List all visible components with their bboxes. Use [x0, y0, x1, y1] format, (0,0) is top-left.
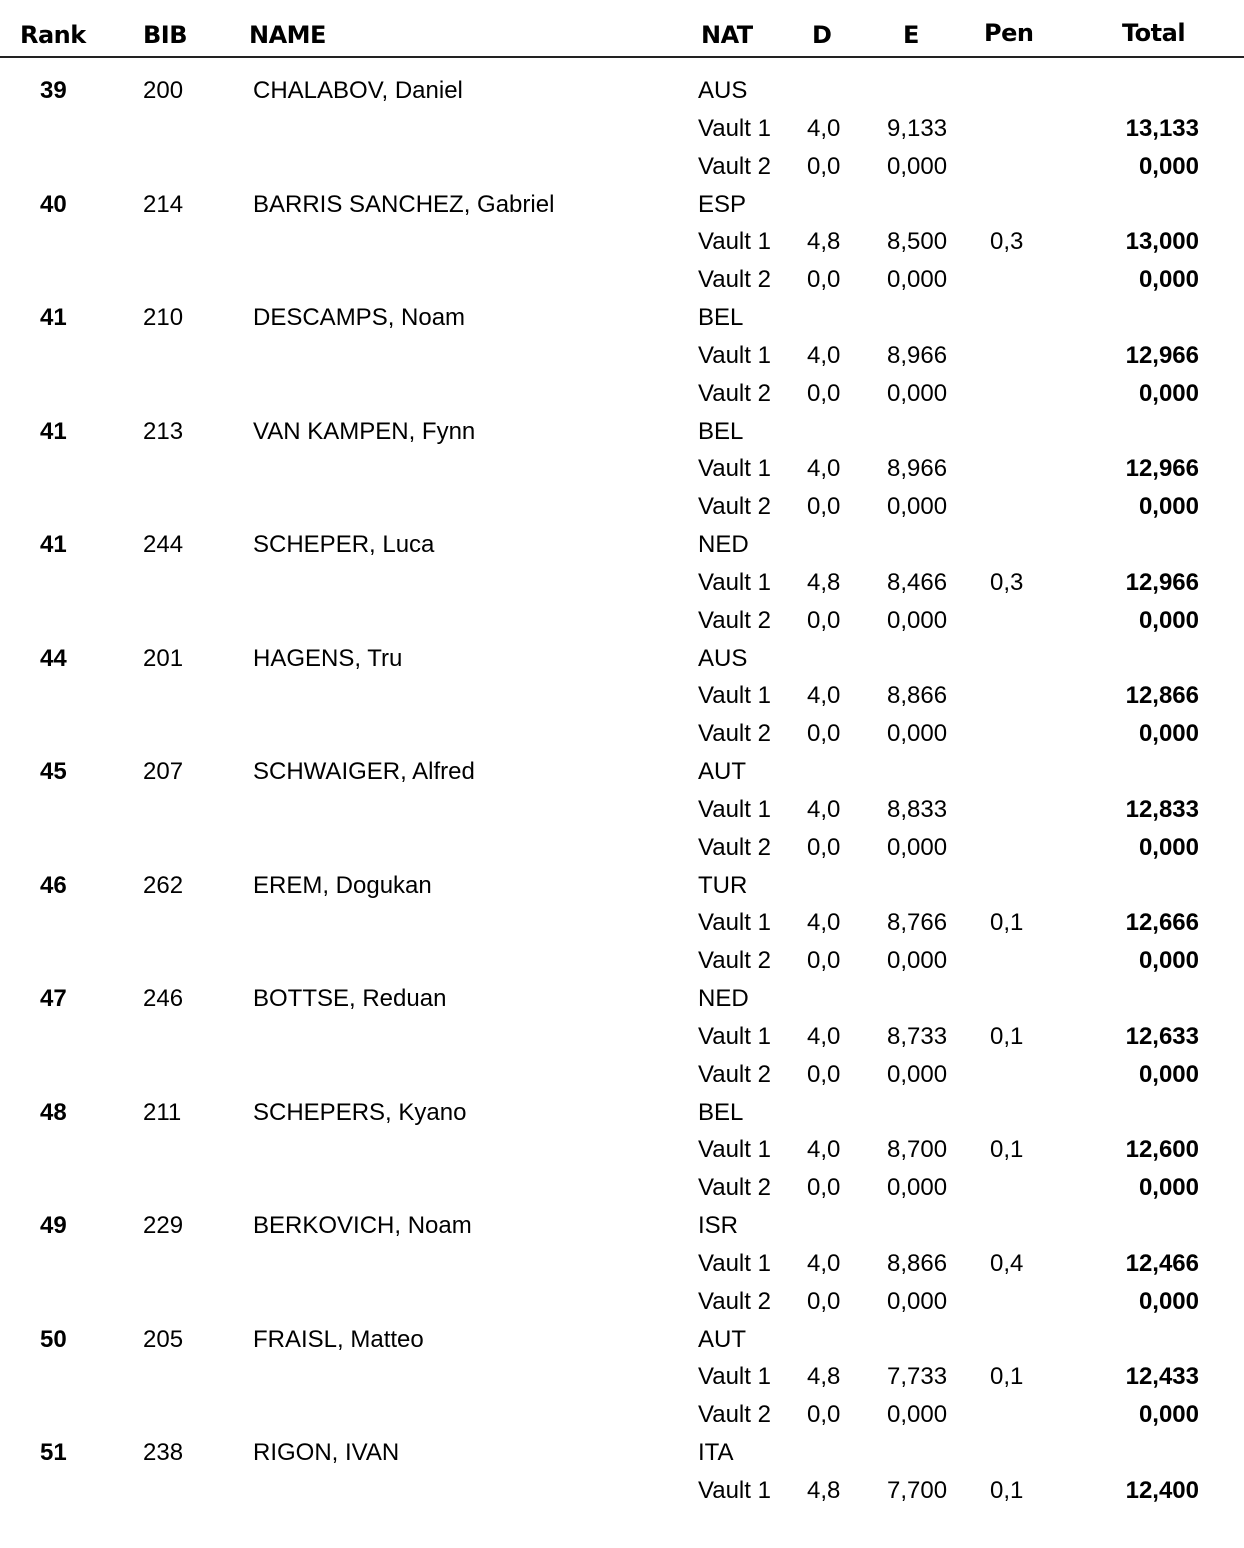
total-score-cell: 0,000 — [1138, 720, 1199, 748]
nat-cell: AUT — [698, 758, 746, 785]
rank-cell: 48 — [40, 1098, 67, 1126]
e-score-cell: 8,766 — [887, 909, 948, 937]
total-score-cell: 0,000 — [1138, 606, 1199, 634]
d-score-cell: 4,8 — [807, 1476, 841, 1504]
bib-cell: 214 — [143, 190, 184, 218]
rank-cell: 47 — [40, 985, 67, 1012]
bib-cell: 246 — [143, 985, 184, 1012]
vault-label: Vault 2 — [698, 1174, 771, 1202]
vault-score-line — [0, 261, 1244, 299]
vault-label: Vault 2 — [698, 1287, 771, 1315]
athlete-info-line — [0, 526, 1244, 564]
header-penalty: Pen — [984, 19, 1034, 47]
penalty-cell: 0,4 — [990, 1249, 1024, 1277]
total-score-cell: 0,000 — [1138, 1287, 1199, 1315]
athlete-row — [0, 1094, 1244, 1208]
d-score-cell: 0,0 — [807, 947, 841, 975]
rank-cell: 41 — [40, 417, 67, 445]
total-score-cell: 12,466 — [1125, 1249, 1199, 1277]
vault-score-line — [0, 375, 1244, 413]
athlete-info-line — [0, 1434, 1244, 1472]
e-score-cell: 0,000 — [887, 947, 948, 975]
name-cell: EREM, Dogukan — [253, 871, 432, 899]
e-score-cell: 0,000 — [887, 833, 948, 861]
nat-cell: ISR — [698, 1212, 739, 1239]
d-score-cell: 4,8 — [807, 568, 841, 596]
rank-cell: 51 — [40, 1439, 67, 1466]
total-score-cell: 0,000 — [1138, 1174, 1199, 1202]
e-score-cell: 8,866 — [887, 1249, 948, 1277]
athlete-info-line — [0, 186, 1244, 224]
name-cell: SCHEPER, Luca — [253, 531, 435, 558]
header-rank: Rank — [20, 21, 86, 49]
vault-score-line — [0, 829, 1244, 867]
rank-cell: 44 — [40, 644, 67, 672]
athlete-row — [0, 1434, 1244, 1548]
nat-cell: NED — [698, 531, 749, 558]
rank-cell: 50 — [40, 1325, 67, 1353]
rank-cell: 41 — [40, 531, 67, 558]
vault-score-line — [0, 1358, 1244, 1396]
total-score-cell: 13,000 — [1125, 228, 1199, 256]
vault-score-line — [0, 1396, 1244, 1434]
vault-score-line — [0, 223, 1244, 261]
vault-score-line — [0, 904, 1244, 942]
athlete-info-line — [0, 1207, 1244, 1245]
rank-cell: 39 — [40, 77, 67, 104]
name-cell: CHALABOV, Daniel — [253, 77, 463, 104]
header-e-score: E — [903, 21, 919, 49]
name-cell: BOTTSE, Reduan — [253, 985, 447, 1012]
bib-cell: 205 — [143, 1325, 184, 1353]
vault-label: Vault 1 — [698, 795, 771, 823]
e-score-cell: 0,000 — [887, 152, 948, 180]
bib-cell: 262 — [143, 871, 184, 899]
d-score-cell: 0,0 — [807, 379, 841, 407]
vault-label: Vault 2 — [698, 379, 771, 407]
nat-cell: TUR — [698, 871, 748, 899]
penalty-cell: 0,1 — [990, 1022, 1024, 1050]
bib-cell: 238 — [143, 1439, 184, 1466]
vault-label: Vault 2 — [698, 947, 771, 975]
e-score-cell: 0,000 — [887, 1174, 948, 1202]
vault-score-line — [0, 564, 1244, 602]
name-cell: VAN KAMPEN, Fynn — [253, 417, 476, 445]
penalty-cell: 0,1 — [990, 909, 1024, 937]
bib-cell: 210 — [143, 304, 184, 331]
bib-cell: 201 — [143, 644, 184, 672]
nat-cell: ESP — [698, 190, 747, 218]
total-score-cell: 0,000 — [1138, 947, 1199, 975]
athlete-info-line — [0, 299, 1244, 337]
total-score-cell: 12,666 — [1125, 909, 1199, 937]
vault-label: Vault 1 — [698, 114, 771, 142]
vault-score-line — [0, 715, 1244, 753]
penalty-cell: 0,1 — [990, 1476, 1024, 1504]
e-score-cell: 7,733 — [887, 1363, 948, 1391]
vault-label: Vault 1 — [698, 1249, 771, 1277]
name-cell: BERKOVICH, Noam — [253, 1212, 472, 1239]
d-score-cell: 4,0 — [807, 1136, 841, 1164]
e-score-cell: 9,133 — [887, 114, 948, 142]
vault-label: Vault 1 — [698, 1022, 771, 1050]
athlete-info-line — [0, 980, 1244, 1018]
name-cell: RIGON, IVAN — [253, 1439, 400, 1466]
vault-score-line — [0, 110, 1244, 148]
penalty-cell: 0,3 — [990, 228, 1024, 256]
name-cell: FRAISL, Matteo — [253, 1325, 424, 1353]
nat-cell: NED — [698, 985, 749, 1012]
d-score-cell: 4,0 — [807, 114, 841, 142]
total-score-cell: 12,966 — [1125, 341, 1199, 369]
nat-cell: ITA — [698, 1439, 734, 1466]
total-score-cell: 12,400 — [1125, 1476, 1199, 1504]
athlete-info-line — [0, 1094, 1244, 1132]
total-score-cell: 12,833 — [1125, 795, 1199, 823]
e-score-cell: 8,866 — [887, 682, 948, 710]
vault-label: Vault 1 — [698, 1136, 771, 1164]
header-d-score: D — [812, 21, 832, 49]
vault-score-line — [0, 488, 1244, 526]
vault-score-line — [0, 148, 1244, 186]
e-score-cell: 0,000 — [887, 720, 948, 748]
athlete-info-line — [0, 753, 1244, 791]
athlete-row — [0, 867, 1244, 981]
e-score-cell: 8,466 — [887, 568, 948, 596]
nat-cell: BEL — [698, 417, 744, 445]
total-score-cell: 0,000 — [1138, 152, 1199, 180]
bib-cell: 211 — [143, 1098, 182, 1126]
nat-cell: BEL — [698, 1098, 744, 1126]
total-score-cell: 12,966 — [1125, 455, 1199, 483]
d-score-cell: 4,8 — [807, 228, 841, 256]
d-score-cell: 0,0 — [807, 833, 841, 861]
bib-cell: 229 — [143, 1212, 184, 1239]
rank-cell: 46 — [40, 871, 67, 899]
vault-score-line — [0, 337, 1244, 375]
vault-label: Vault 2 — [698, 720, 771, 748]
total-score-cell: 12,866 — [1125, 682, 1199, 710]
vault-score-line — [0, 942, 1244, 980]
athlete-row — [0, 72, 1244, 186]
name-cell: SCHEPERS, Kyano — [253, 1098, 467, 1126]
bib-cell: 207 — [143, 758, 184, 785]
d-score-cell: 4,0 — [807, 455, 841, 483]
d-score-cell: 4,0 — [807, 341, 841, 369]
athlete-row — [0, 1321, 1244, 1435]
vault-label: Vault 1 — [698, 341, 771, 369]
vault-label: Vault 2 — [698, 152, 771, 180]
total-score-cell: 0,000 — [1138, 1401, 1199, 1429]
d-score-cell: 4,0 — [807, 795, 841, 823]
e-score-cell: 8,733 — [887, 1022, 948, 1050]
penalty-cell: 0,3 — [990, 568, 1024, 596]
rank-cell: 40 — [40, 190, 67, 218]
vault-label: Vault 1 — [698, 455, 771, 483]
d-score-cell: 4,0 — [807, 1249, 841, 1277]
vault-score-line — [0, 1056, 1244, 1094]
athlete-row — [0, 753, 1244, 867]
header-bib: BIB — [143, 21, 188, 49]
e-score-cell: 8,700 — [887, 1136, 948, 1164]
penalty-cell: 0,1 — [990, 1136, 1024, 1164]
vault-label: Vault 1 — [698, 909, 771, 937]
header-nat: NAT — [701, 21, 753, 49]
vault-score-line — [0, 1131, 1244, 1169]
nat-cell: BEL — [698, 304, 744, 331]
athlete-row — [0, 299, 1244, 413]
bib-cell: 244 — [143, 531, 184, 558]
d-score-cell: 0,0 — [807, 1287, 841, 1315]
d-score-cell: 0,0 — [807, 720, 841, 748]
total-score-cell: 12,433 — [1125, 1363, 1199, 1391]
vault-score-line — [0, 791, 1244, 829]
total-score-cell: 0,000 — [1138, 379, 1199, 407]
vault-score-line — [0, 1472, 1244, 1510]
total-score-cell: 0,000 — [1138, 833, 1199, 861]
bib-cell: 213 — [143, 417, 184, 445]
name-cell: HAGENS, Tru — [253, 644, 403, 672]
vault-score-line — [0, 1169, 1244, 1207]
athlete-row — [0, 1207, 1244, 1321]
vault-score-line — [0, 602, 1244, 640]
d-score-cell: 0,0 — [807, 152, 841, 180]
total-score-cell: 0,000 — [1138, 266, 1199, 294]
d-score-cell: 4,0 — [807, 1022, 841, 1050]
e-score-cell: 0,000 — [887, 606, 948, 634]
header-name: NAME — [249, 21, 326, 49]
athlete-info-line — [0, 72, 1244, 110]
e-score-cell: 0,000 — [887, 379, 948, 407]
e-score-cell: 0,000 — [887, 1060, 948, 1088]
athlete-row — [0, 526, 1244, 640]
total-score-cell: 12,966 — [1125, 568, 1199, 596]
athlete-row — [0, 413, 1244, 527]
nat-cell: AUS — [698, 77, 748, 104]
rank-cell: 45 — [40, 758, 67, 785]
total-score-cell: 0,000 — [1138, 1060, 1199, 1088]
vault-label: Vault 2 — [698, 493, 771, 521]
e-score-cell: 7,700 — [887, 1476, 948, 1504]
athlete-row — [0, 640, 1244, 754]
nat-cell: AUT — [698, 1325, 746, 1353]
total-score-cell: 12,600 — [1125, 1136, 1199, 1164]
name-cell: SCHWAIGER, Alfred — [253, 758, 475, 785]
vault-score-line — [0, 677, 1244, 715]
total-score-cell: 13,133 — [1125, 114, 1199, 142]
vault-label: Vault 2 — [698, 833, 771, 861]
vault-label: Vault 1 — [698, 228, 771, 256]
vault-score-line — [0, 1018, 1244, 1056]
athlete-row — [0, 980, 1244, 1094]
d-score-cell: 4,0 — [807, 682, 841, 710]
vault-label: Vault 2 — [698, 606, 771, 634]
nat-cell: AUS — [698, 644, 748, 672]
e-score-cell: 0,000 — [887, 1401, 948, 1429]
e-score-cell: 0,000 — [887, 266, 948, 294]
vault-score-line — [0, 450, 1244, 488]
vault-label: Vault 1 — [698, 682, 771, 710]
e-score-cell: 8,966 — [887, 455, 948, 483]
vault-score-line — [0, 1283, 1244, 1321]
rank-cell: 41 — [40, 304, 67, 331]
d-score-cell: 0,0 — [807, 1401, 841, 1429]
penalty-cell: 0,1 — [990, 1363, 1024, 1391]
athlete-info-line — [0, 413, 1244, 451]
athlete-row — [0, 186, 1244, 300]
vault-label: Vault 1 — [698, 1363, 771, 1391]
total-score-cell: 0,000 — [1138, 493, 1199, 521]
vault-label: Vault 2 — [698, 266, 771, 294]
bib-cell: 200 — [143, 77, 184, 104]
results-table-header — [0, 0, 1244, 58]
d-score-cell: 0,0 — [807, 606, 841, 634]
results-table-body — [0, 72, 1244, 1548]
e-score-cell: 8,500 — [887, 228, 948, 256]
header-total: Total — [1122, 19, 1186, 47]
d-score-cell: 4,0 — [807, 909, 841, 937]
athlete-info-line — [0, 1321, 1244, 1359]
name-cell: DESCAMPS, Noam — [253, 304, 466, 331]
name-cell: BARRIS SANCHEZ, Gabriel — [253, 190, 555, 218]
d-score-cell: 4,8 — [807, 1363, 841, 1391]
d-score-cell: 0,0 — [807, 266, 841, 294]
d-score-cell: 0,0 — [807, 1174, 841, 1202]
rank-cell: 49 — [40, 1212, 67, 1239]
e-score-cell: 0,000 — [887, 493, 948, 521]
vault-label: Vault 1 — [698, 568, 771, 596]
e-score-cell: 0,000 — [887, 1287, 948, 1315]
e-score-cell: 8,966 — [887, 341, 948, 369]
vault-label: Vault 2 — [698, 1401, 771, 1429]
vault-score-line — [0, 1245, 1244, 1283]
athlete-info-line — [0, 867, 1244, 905]
athlete-info-line — [0, 640, 1244, 678]
total-score-cell: 12,633 — [1125, 1022, 1199, 1050]
d-score-cell: 0,0 — [807, 1060, 841, 1088]
e-score-cell: 8,833 — [887, 795, 948, 823]
vault-label: Vault 2 — [698, 1060, 771, 1088]
vault-label: Vault 1 — [698, 1476, 771, 1504]
d-score-cell: 0,0 — [807, 493, 841, 521]
